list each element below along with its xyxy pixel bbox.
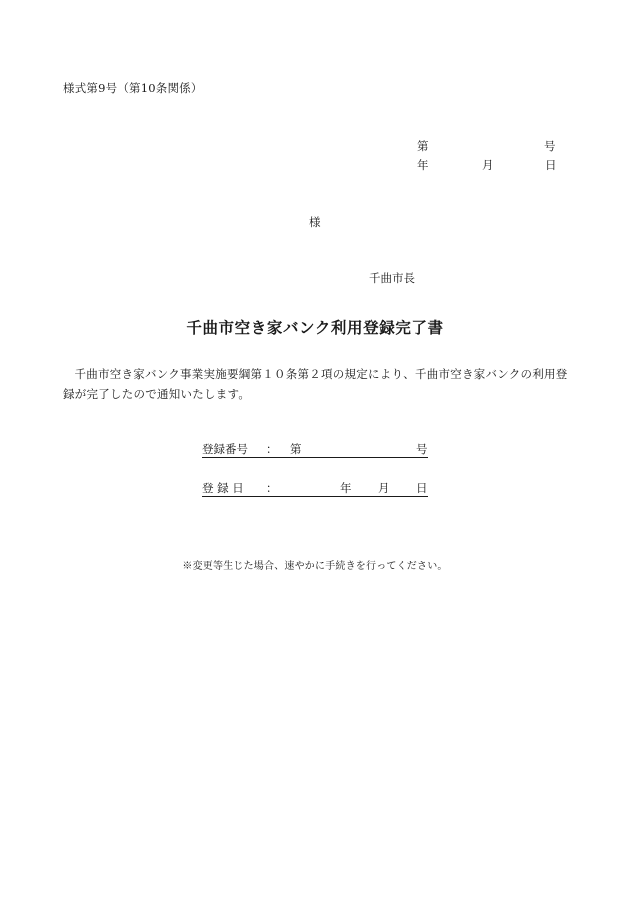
body-paragraph: 千曲市空き家バンク事業実施要綱第１０条第２項の規定により、千曲市空き家バンクの利用登録が完了したので通知いたします。 [63,367,568,401]
registration-day-label: 日 [416,481,428,495]
form-number: 様式第9号（第10条関係） [63,81,203,95]
registration-date-row [202,480,428,497]
registration-date-colon: ： [266,481,278,495]
document-number-suffix: 号 [544,139,556,153]
recipient-honorific: 様 [309,215,321,229]
registration-number-label: 登録番号 [202,442,248,456]
issue-year-label: 年 [417,158,429,172]
registration-number-prefix: 第 [290,442,302,456]
issue-month-label: 月 [482,158,494,172]
issuer-name: 千曲市長 [369,271,415,285]
change-notice: ※変更等生じた場合、速やかに手続きを行ってください。 [182,561,448,572]
registration-month-label: 月 [378,481,390,495]
document-number-prefix: 第 [417,139,429,153]
registration-number-row [202,441,428,458]
registration-number-colon: ： [266,442,278,456]
issue-day-label: 日 [545,158,557,172]
registration-year-label: 年 [340,481,352,495]
registration-number-suffix: 号 [416,442,428,456]
document-title: 千曲市空き家バンク利用登録完了書 [186,318,444,337]
registration-date-label: 登 録 日 [202,481,244,495]
